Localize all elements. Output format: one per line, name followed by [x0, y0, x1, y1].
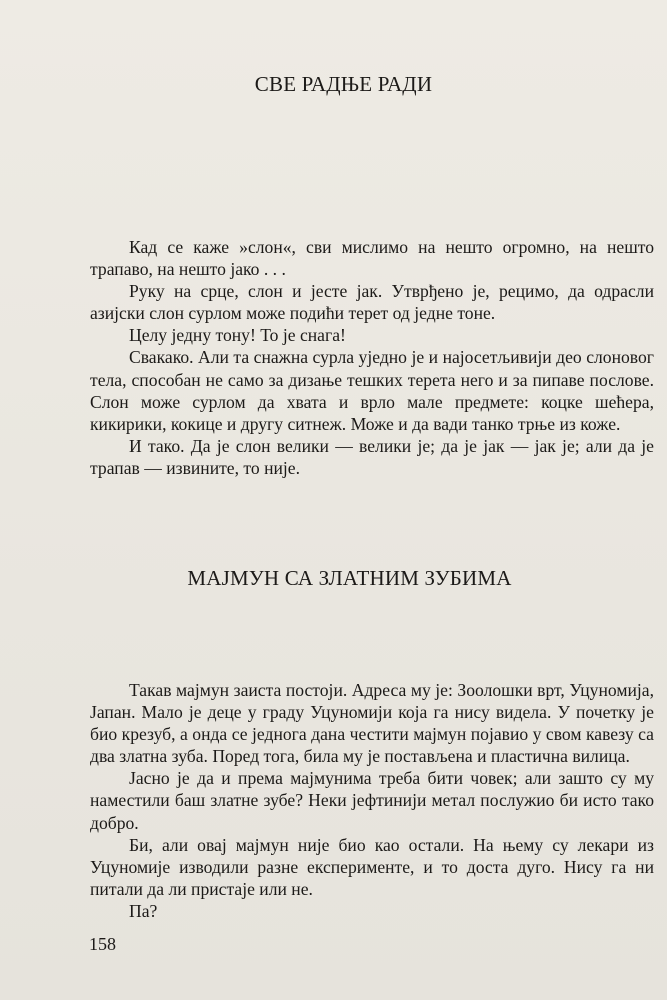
paragraph: Кад се каже »слон«, сви мислимо на нешто огромно, на нешто трапаво, на нешто јако . . .	[90, 237, 654, 280]
paragraph: Свакако. Али та снажна сурла уједно је и најосетљивији део слоновог тела, способан не само за дизање тешких терета него и за пипаве послове. Слон може сурлом да хвата и врло мале предмете: коцке шећера, кикирики, кокице и другу ситнеж. Може и да вади танко трње из коже.	[90, 347, 654, 434]
paragraph: Би, али овај мајмун није био као остали. На њему су лекари из Уцуномије изводили разне експерименте, и то доста дуго. Нису га ни питали да ли пристаје или не.	[90, 834, 654, 899]
section-body-elephant	[90, 236, 654, 479]
paragraph: Јасно је да и према мајмунима треба бити човек; али зашто су му наместили баш златне зубе? Неки јефтинији метал послужио би исто тако добро.	[90, 768, 654, 833]
section-title-monkey: МАЈМУН СА ЗЛАТНИМ ЗУБИМА	[187, 566, 512, 590]
paragraph: Целу једну тону! То је снага!	[129, 325, 346, 346]
paragraph: Па?	[129, 900, 158, 921]
section-title-elephant: СВЕ РАДЊЕ РАДИ	[254, 72, 433, 96]
paragraph: Такав мајмун заиста постоји. Адреса му је: Зоолошки врт, Уцуномија, Јапан. Мало је деце у граду Уцуномији која га нису видела. У почетку је био крезуб, а онда се једнога дана честити мајмун појавио у свом кавезу са два златна зуба. Поред тога, била му је постављена и пластична вилица.	[90, 680, 654, 767]
section-body-monkey	[90, 679, 654, 922]
paragraph: Руку на срце, слон и јесте јак. Утврђено је, рецимо, да одрасли азијски слон сурлом може подићи терет од једне тоне.	[90, 281, 654, 324]
paragraph: И тако. Да је слон велики — велики је; да је јак — јак је; али да је трапав — извините, то није.	[90, 435, 654, 478]
page-number: 158	[89, 934, 116, 954]
